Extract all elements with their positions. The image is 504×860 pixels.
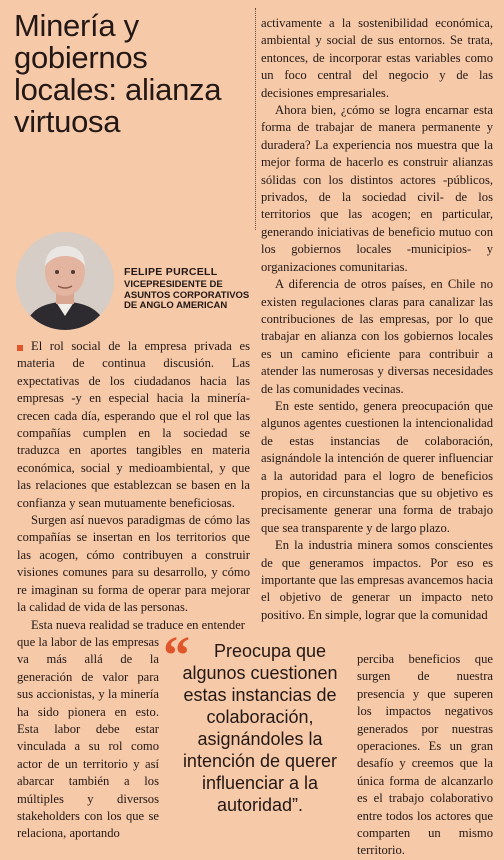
left-column <box>17 338 250 634</box>
pull-quote <box>163 625 355 816</box>
right-paragraph: activamente a la sostenibilidad económica, ambiental y social de sus entornos. Se trata, entonces, de incorporar estas variables como un foco central del negocio y de las decisiones empresariales. <box>261 16 493 100</box>
left-narrow-column <box>17 634 159 843</box>
left-paragraph: Surgen así nuevos paradigmas de cómo las compañías se insertan en los territorios que las acogen, cómo contribuyen a construir visiones comunes para su desarrollo, y cómo re imaginan su forma de operar para mejorar la calidad de vida de las personas. <box>17 513 250 615</box>
headline: Minería y gobiernos locales: alianza virtuosa <box>14 8 222 139</box>
right-paragraph: En este sentido, genera preocupación que algunos agentes cuestionen la intencionalidad de estas instancias de colaboración, asignándole la intención de querer influenciar a la autoridad para el logro de beneficios propios, en circunstancias que su objetivo es precisamente generar una forma de trabajo que sea transparente y de largo plazo. <box>261 398 493 535</box>
right-paragraph: En la industria minera somos conscientes de que generamos impactos. Por eso es importante que las empresas avancemos hacia el objetivo de generar un impacto neto positivo. En simple, lograr que la comunidad <box>261 538 493 622</box>
author-role: VICEPRESIDENTE DE ASUNTOS CORPORATIVOS DE ANGLO AMERICAN <box>124 279 250 311</box>
right-column <box>261 15 493 624</box>
left-narrow-paragraph: que la labor de las empresas va más allá de la generación de valor para sus accionistas, y la minería ha sido pionera en esto. Esta labor debe estar vinculada a su rol como actor de un territorio y así abarcar también a los múltiples y diversos stakeholders con los que se relaciona, aportando <box>17 635 159 841</box>
right-narrow-column <box>357 651 493 860</box>
pull-quote-text: Preocupa que algunos cuestionen estas instancias de colaboración, asignándoles la intención de querer influenciar a la autoridad”. <box>182 641 338 815</box>
column-divider <box>255 8 256 230</box>
left-paragraph: El rol social de la empresa privada es materia de continua discusión. Las expectativas de los ciudadanos hacia las empresas -y en especial hacia la minería- crecen cada día, esperando que el rol que las compañías cumplen en la sociedad se traduzca en aportes tangibles en materia económica, social y medioambiental, y que las relaciones que establezcan se basen en la confianza y sean mutuamente beneficiosas. <box>17 339 250 510</box>
author-name: FELIPE PURCELL <box>124 266 218 278</box>
author-byline <box>124 266 254 312</box>
right-narrow-paragraph: perciba beneficios que surgen de nuestra presencia y que superen los impactos negativos generados por nuestras operaciones. Es un gran desafío y creemos que la única forma de alcanzarlo es el trabajo colaborativo entre todos los actores que comparten un mismo territorio. <box>357 652 493 858</box>
left-paragraph: Esta nueva realidad se traduce en entender <box>31 617 245 632</box>
quote-mark-icon: “ <box>163 625 190 685</box>
author-photo <box>16 232 114 330</box>
right-paragraph: A diferencia de otros países, en Chile no existen regulaciones claras para canalizar las contribuciones de las empresas, por lo que trabajar en alianza con los gobiernos locales es un camino eficiente para contribuir a atender las numerosas y diversas necesidades de las comunidades vecinas. <box>261 277 493 396</box>
right-paragraph: Ahora bien, ¿cómo se logra encarnar esta forma de trabajar de manera permanente y duradera? La experiencia nos muestra que la mejor forma de hacerlo es construir alianzas sólidas con los distintos actores -públicos, privados, de la sociedad civil- de los territorios que las acogen; en particular, generando iniciativas de beneficio mutuo con los gobiernos locales -municipios- y organizaciones comunitarias. <box>261 103 493 274</box>
